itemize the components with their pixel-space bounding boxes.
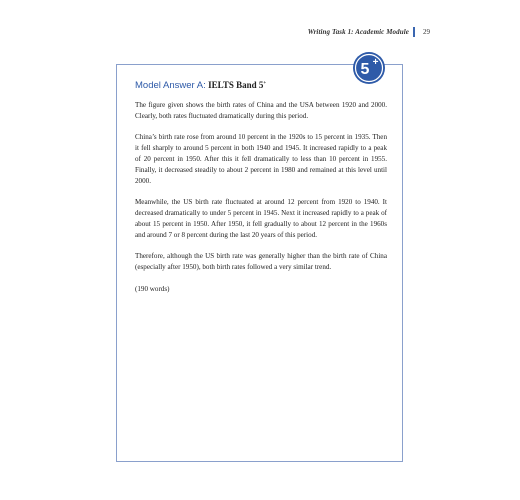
- svg-text:+: +: [372, 57, 379, 68]
- band-score-label: [208, 80, 266, 90]
- header-divider-bar: [413, 27, 415, 37]
- answer-paragraph-conclusion: Therefore, although the US birth rate was generally higher than the birth rate of China (especially after 1950), both birth rates followed a very similar trend.: [135, 252, 387, 271]
- model-answer-title: [135, 80, 266, 91]
- band-badge-icon: [352, 51, 386, 85]
- model-answer-label: Model Answer A:: [135, 80, 206, 91]
- answer-paragraph-china: China’s birth rate rose from around 10 percent in the 1920s to 15 percent in 1935. Then it fell sharply to around 5 percent in both 1940 and 1945. It increased rapidly to a peak of 20 percent in 1950. After this it fell dramatically to less than 10 percent in 1955. Finally, it decreased steadily to about 2 percent in 1980 and remained at this level until 2000.: [135, 133, 387, 185]
- answer-paragraph-usa: Meanwhile, the US birth rate fluctuated at around 12 percent from 1920 to 1940. It decreased dramatically to under 5 percent in 1945. Next it increased rapidly to a peak of about 15 percent in 1950. After 1950, it fell gradually to about 12 percent in the 1960s and around 7 or 8 percent during the last 20 years of this period.: [135, 198, 387, 239]
- svg-text:5: 5: [360, 61, 370, 78]
- answer-paragraph-intro: The figure given shows the birth rates of China and the USA between 1920 and 2000. Clearly, both rates fluctuated dramatically during this period.: [135, 101, 387, 120]
- answer-word-count: (190 words): [135, 284, 170, 293]
- band-score-text: IELTS Band 5: [208, 80, 264, 90]
- answer-body: [135, 100, 387, 305]
- band-score-plus: +: [263, 81, 267, 86]
- page-number: 29: [423, 28, 430, 36]
- running-header-title: Writing Task 1: Academic Module: [307, 28, 409, 36]
